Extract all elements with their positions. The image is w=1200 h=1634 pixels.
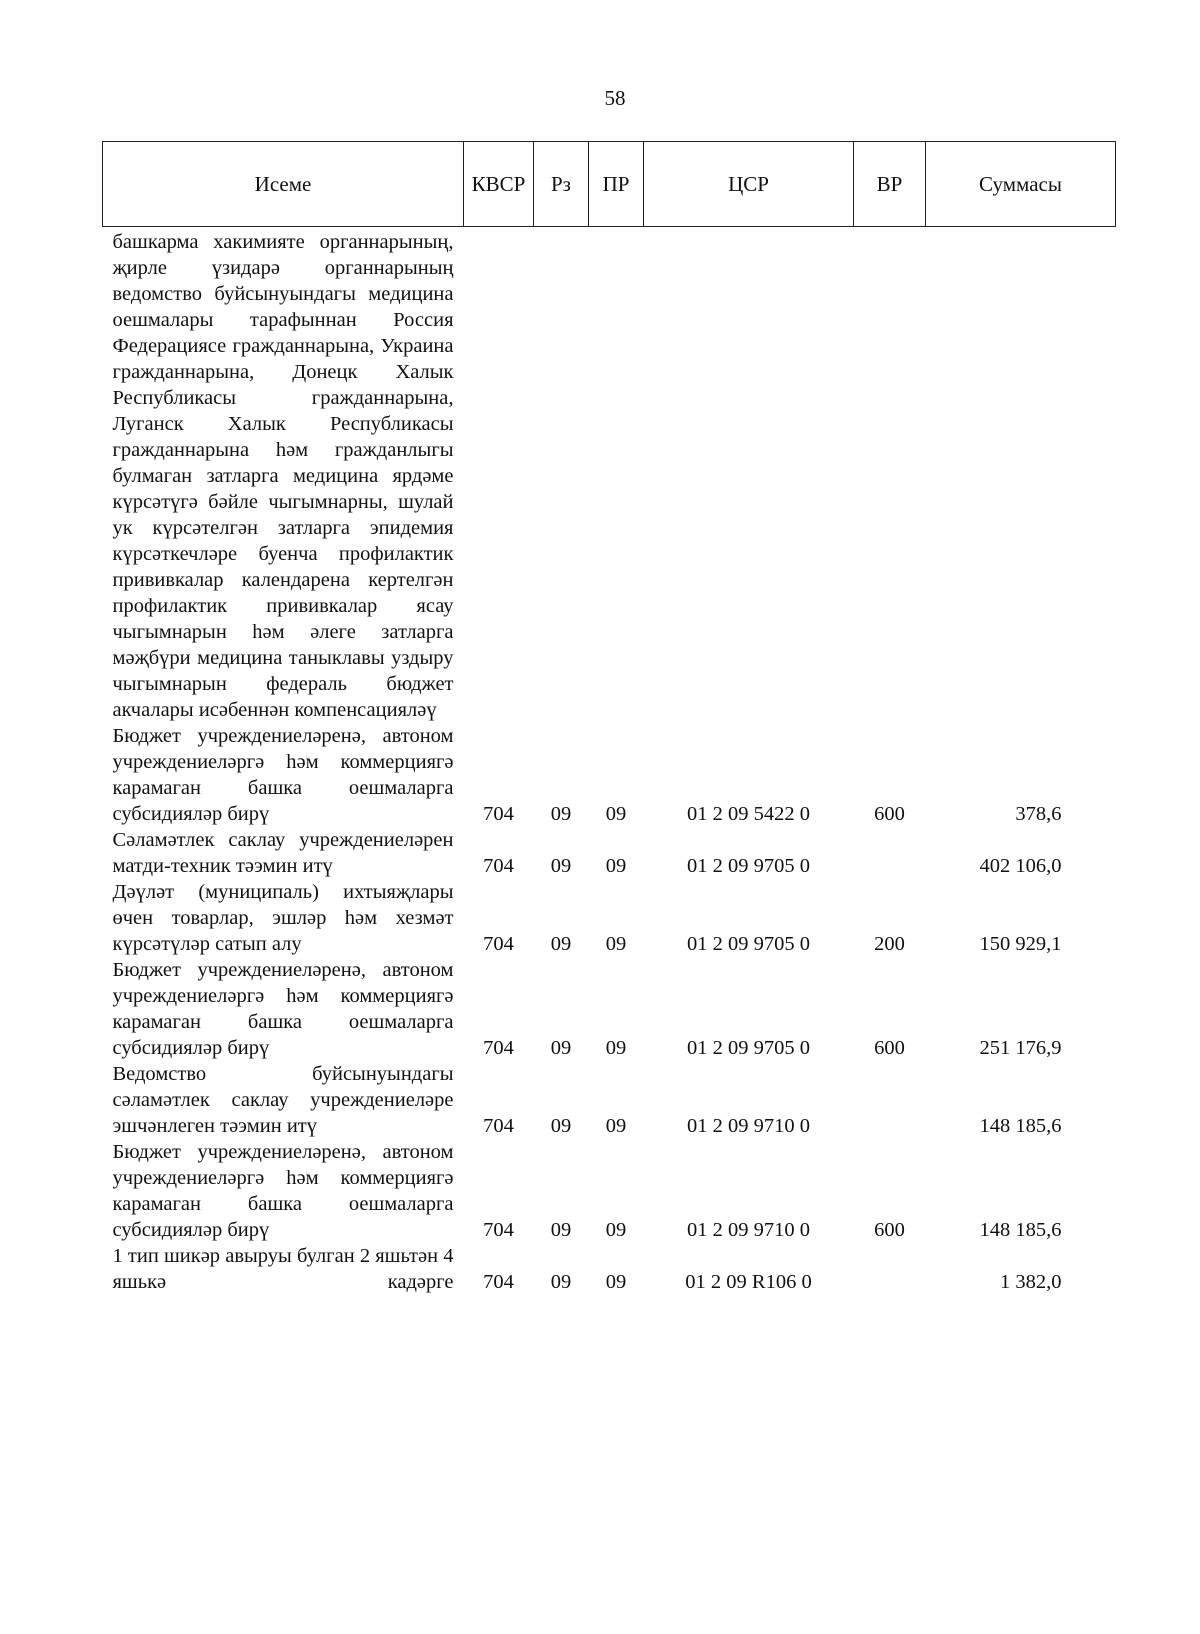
row-pr: 09	[605, 1037, 627, 1059]
row-pr: 09	[605, 803, 627, 825]
row-vr: 600	[874, 1037, 905, 1059]
table-header-row	[103, 142, 1116, 227]
row-kvsr: 704	[483, 1219, 514, 1241]
row-vr: 600	[874, 803, 905, 825]
row-sum	[926, 227, 1116, 724]
table-row	[103, 227, 1116, 724]
row-pr: 09	[605, 1271, 627, 1293]
row-csr: 01 2 09 9705 0	[687, 933, 810, 955]
table-row	[103, 1243, 1116, 1295]
header-csr: ЦСР	[644, 142, 854, 227]
row-kvsr: 704	[483, 933, 514, 955]
row-name: 1 тип шикәр авыруы булган 2 яшьтән 4 яшькә кадәрге	[112, 1245, 454, 1293]
row-kvsr: 704	[483, 803, 514, 825]
row-kvsr: 704	[483, 1037, 514, 1059]
row-csr: 01 2 09 9705 0	[687, 1037, 810, 1059]
header-sum: Суммасы	[926, 142, 1116, 227]
header-name: Исеме	[103, 142, 464, 227]
header-vr: ВР	[854, 142, 926, 227]
row-rz: 09	[550, 855, 572, 877]
row-sum: 148 185,6	[979, 1115, 1062, 1137]
row-rz: 09	[550, 1271, 572, 1293]
row-vr	[854, 227, 926, 724]
row-kvsr: 704	[483, 855, 514, 877]
table-row	[103, 827, 1116, 879]
row-csr: 01 2 09 9710 0	[687, 1219, 810, 1241]
row-rz: 09	[550, 1037, 572, 1059]
row-name: Дәүләт (муниципаль) ихтыяҗлары өчен товарлар, эшләр һәм хезмәт күрсәтүләр сатып алу	[112, 881, 454, 955]
row-rz: 09	[550, 1219, 572, 1241]
row-name: Ведомство буйсынуындагы сәламәтлек саклау учреждениеләре эшчәнлеген тәэмин итү	[112, 1063, 454, 1137]
row-rz: 09	[550, 803, 572, 825]
row-rz: 09	[550, 1115, 572, 1137]
row-name: Бюджет учреждениеләренә, автоном учреждениеләргә һәм коммерциягә карамаган башка оешмаларга субсидияләр бирү	[112, 1141, 454, 1241]
row-name: башкарма хакимияте органнарының, җирле үзидарә органнарының ведомство буйсынуындагы медицина оешмалары тарафыннан Россия Федерациясе гражданнарына, Украина гражданнарына, Донецк Халык Республикасы гражданнарына, Луганск Халык Республикасы гражданнарына һәм гражданлыгы булмаган затларга медицина ярдәме күрсәтүгә бәйле чыгымнарны, шулай ук күрсәтелгән затларга эпидемия күрсәткечләре буенча профилактик прививкалар календарена кертелгән профилактик прививкалар ясау чыгымнарын һәм әлеге затларга мәҗбүри медицина таныклавы уздыру чыгымнарын федераль бюджет акчалары исәбеннән компенсацияләү	[112, 231, 454, 721]
row-pr: 09	[605, 1219, 627, 1241]
header-pr: ПР	[589, 142, 644, 227]
row-sum: 402 106,0	[979, 855, 1062, 877]
row-kvsr	[464, 227, 534, 724]
row-rz	[534, 227, 589, 724]
row-csr: 01 2 09 5422 0	[687, 803, 810, 825]
row-kvsr: 704	[483, 1115, 514, 1137]
row-rz: 09	[550, 933, 572, 955]
row-csr	[644, 227, 854, 724]
page-number: 58	[604, 86, 626, 110]
row-kvsr: 704	[483, 1271, 514, 1293]
row-vr: 600	[874, 1219, 905, 1241]
row-pr: 09	[605, 933, 627, 955]
header-kvsr: КВСР	[464, 142, 534, 227]
row-csr: 01 2 09 9710 0	[687, 1115, 810, 1137]
table-row	[103, 723, 1116, 827]
row-sum: 148 185,6	[979, 1219, 1062, 1241]
row-sum: 251 176,9	[979, 1037, 1062, 1059]
budget-table	[102, 141, 1116, 1295]
row-vr	[854, 1061, 926, 1139]
row-csr: 01 2 09 R106 0	[685, 1271, 812, 1293]
table-row	[103, 1139, 1116, 1243]
table-row	[103, 1061, 1116, 1139]
row-vr	[854, 827, 926, 879]
row-pr	[589, 227, 644, 724]
row-vr	[854, 1243, 926, 1295]
row-name: Сәламәтлек саклау учреждениеләрен матди-техник тәэмин итү	[112, 829, 454, 877]
row-vr: 200	[874, 933, 905, 955]
row-sum: 1 382,0	[1000, 1271, 1062, 1293]
row-csr: 01 2 09 9705 0	[687, 855, 810, 877]
table-row	[103, 879, 1116, 957]
row-name: Бюджет учреждениеләренә, автоном учреждениеләргә һәм коммерциягә карамаган башка оешмаларга субсидияләр бирү	[112, 959, 454, 1059]
row-pr: 09	[605, 855, 627, 877]
row-pr: 09	[605, 1115, 627, 1137]
row-sum: 378,6	[1015, 803, 1062, 825]
row-name: Бюджет учреждениеләренә, автоном учреждениеләргә һәм коммерциягә карамаган башка оешмаларга субсидияләр бирү	[112, 725, 454, 825]
header-rz: Рз	[534, 142, 589, 227]
table-row	[103, 957, 1116, 1061]
row-sum: 150 929,1	[979, 933, 1062, 955]
